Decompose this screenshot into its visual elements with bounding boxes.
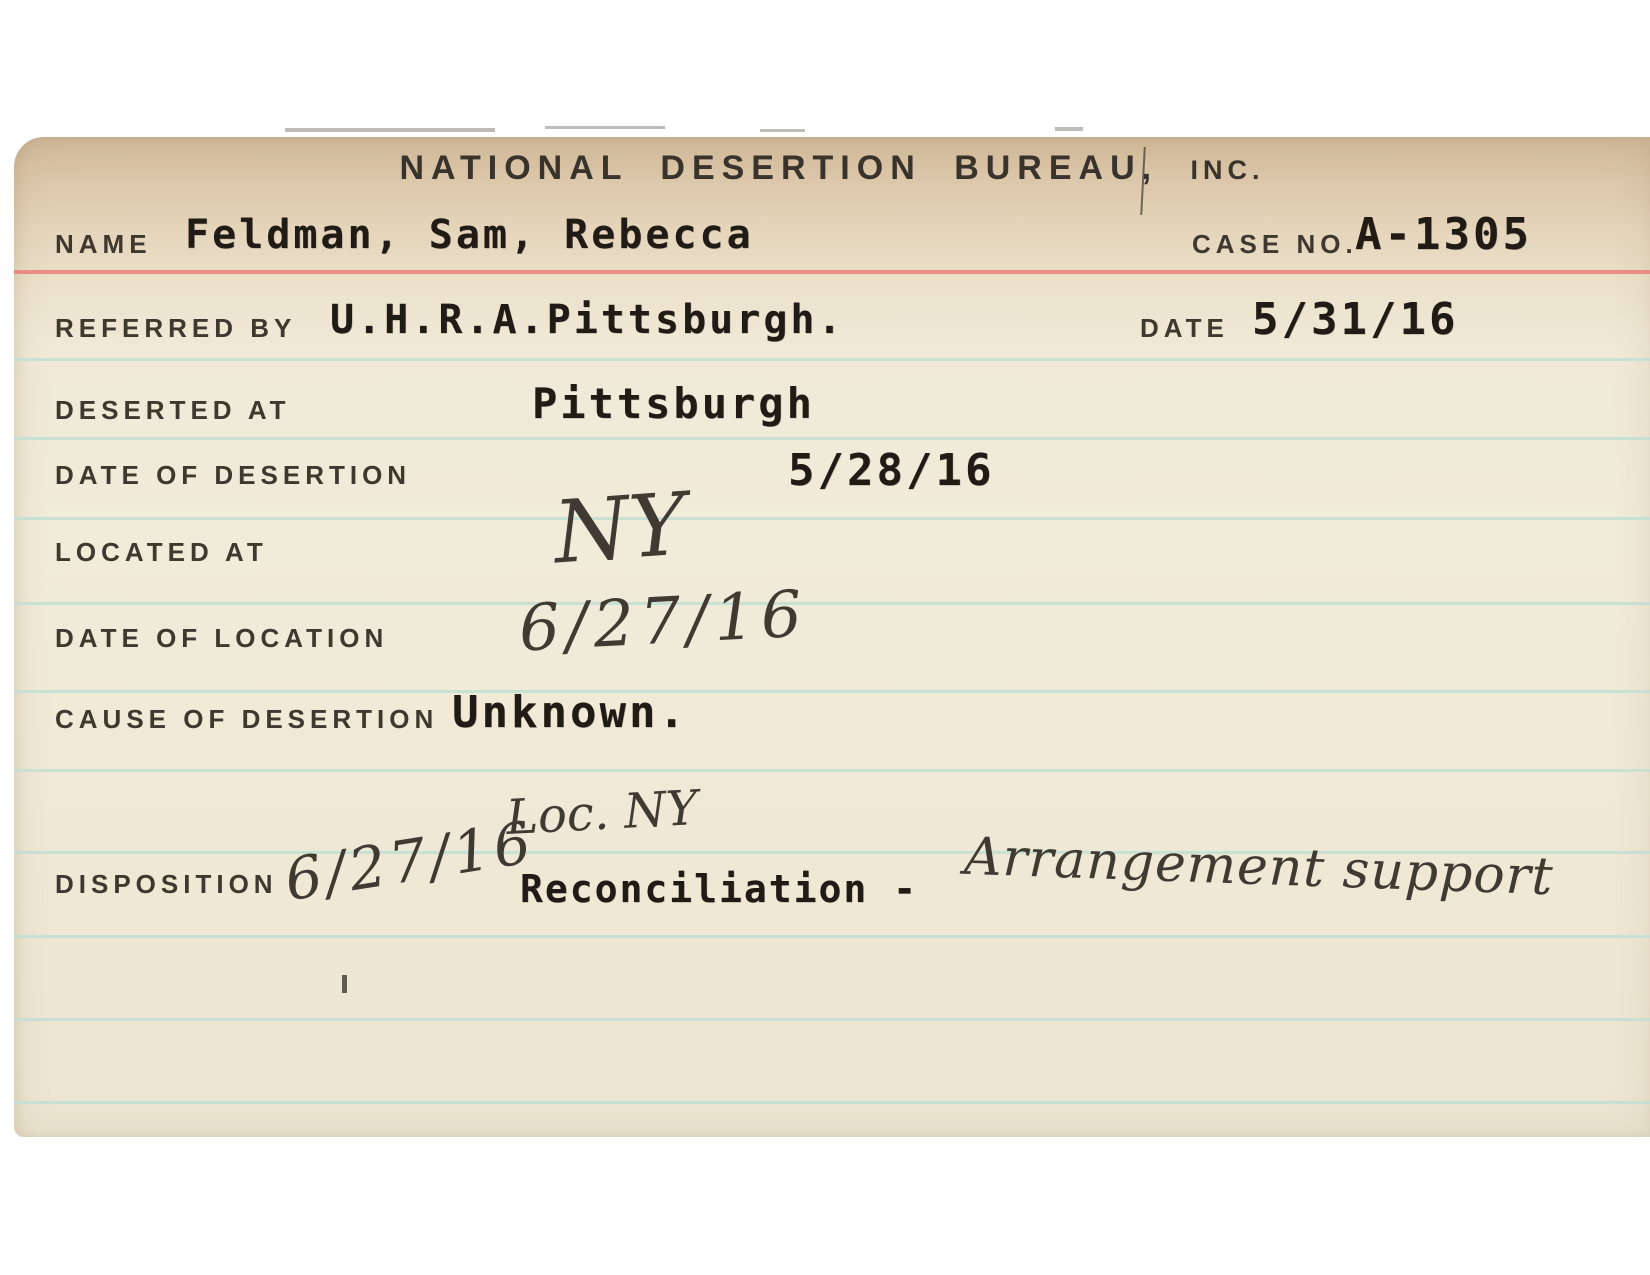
head-rule-line xyxy=(14,270,1650,274)
card-title-suffix: INC. xyxy=(1190,155,1265,185)
card-title-main: NATIONAL DESERTION BUREAU, xyxy=(399,149,1159,187)
date-of-desertion-value: 5/28/16 xyxy=(788,445,995,496)
cause-of-desertion-label: CAUSE OF DESERTION xyxy=(55,704,439,734)
date-of-location-label: DATE OF LOCATION xyxy=(55,623,389,653)
card-title xyxy=(14,149,1650,188)
cause-of-desertion-value: Unknown. xyxy=(452,687,688,738)
date-label: DATE xyxy=(1140,313,1229,343)
located-at-label: LOCATED AT xyxy=(55,537,268,567)
deserted-at-label: DESERTED AT xyxy=(55,395,291,425)
rule-line xyxy=(14,1018,1650,1021)
rule-line xyxy=(14,690,1650,693)
case-no-value: A-1305 xyxy=(1355,209,1532,260)
disposition-typed-value: Reconciliation - xyxy=(520,867,919,911)
date-of-desertion-label: DATE OF DESERTION xyxy=(55,460,412,490)
disposition-handwritten-value: Arrangement support xyxy=(963,826,1555,908)
name-value: Feldman, Sam, Rebecca xyxy=(185,212,754,258)
disposition-handwritten-note: Loc. NY xyxy=(504,780,700,846)
rule-line xyxy=(14,1101,1650,1104)
located-at-handwritten-value: NY xyxy=(550,474,690,584)
rule-line xyxy=(14,769,1650,772)
case-no-label: CASE NO. xyxy=(1192,229,1358,259)
rule-line xyxy=(14,437,1650,440)
date-of-location-handwritten-value: 6/27/16 xyxy=(517,577,810,667)
torn-edge-smudge xyxy=(760,129,805,132)
stray-pen-mark xyxy=(342,975,347,993)
referred-by-value: U.H.R.A.Pittsburgh. xyxy=(330,297,845,343)
disposition-handwritten-date: 6/27/16 xyxy=(280,807,540,915)
date-value: 5/31/16 xyxy=(1252,294,1459,345)
deserted-at-value: Pittsburgh xyxy=(532,379,815,428)
name-label: NAME xyxy=(55,229,152,259)
referred-by-label: REFERRED BY xyxy=(55,313,297,343)
disposition-label: DISPOSITION xyxy=(55,869,278,899)
rule-line xyxy=(14,602,1650,605)
torn-edge-smudge xyxy=(285,128,495,132)
rule-line xyxy=(14,358,1650,361)
index-card xyxy=(14,137,1650,1137)
torn-edge-smudge xyxy=(545,126,665,129)
rule-line xyxy=(14,935,1650,938)
rule-line xyxy=(14,517,1650,520)
torn-edge-smudge xyxy=(1055,127,1083,131)
